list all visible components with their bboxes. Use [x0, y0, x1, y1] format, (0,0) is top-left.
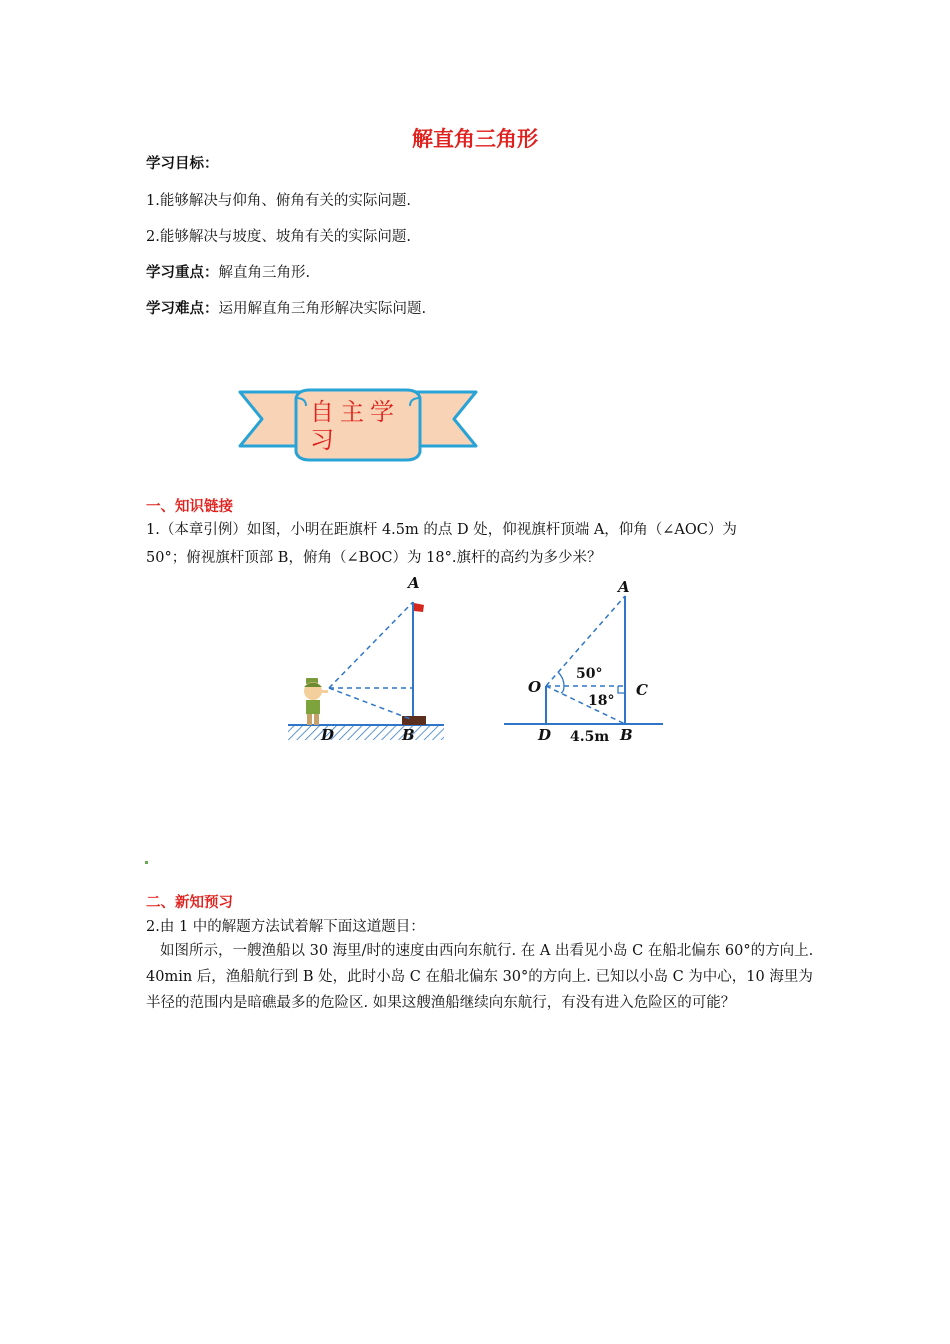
difficulty: [146, 297, 426, 318]
banner-text: 自主学习: [310, 398, 400, 454]
angle-50-label: 50°: [576, 666, 603, 682]
left-label-b: B: [402, 726, 415, 744]
difficulty-text: 运用解直角三角形解决实际问题.: [218, 301, 427, 317]
stray-mark: [145, 861, 148, 864]
key-point-text: 解直角三角形.: [218, 265, 311, 281]
left-label-d: D: [321, 726, 335, 744]
objective-item-1: 1.能够解决与仰角、俯角有关的实际问题.: [146, 193, 411, 209]
key-point-label: 学习重点：: [146, 265, 219, 281]
objectives-heading: 学习目标：: [146, 156, 219, 172]
objective-item-2: 2.能够解决与坡度、坡角有关的实际问题.: [146, 229, 411, 245]
right-label-c: C: [636, 681, 648, 699]
boy-figure: [304, 678, 328, 725]
right-label-o: O: [528, 678, 542, 696]
section1-heading: 一、知识链接: [146, 499, 233, 515]
difficulty-label: 学习难点：: [146, 301, 219, 317]
key-point: [146, 261, 310, 282]
left-label-a: A: [408, 574, 420, 592]
problem2-intro: 2.由 1 中的解题方法试着解下面这道题目：: [146, 919, 425, 935]
angle-18-label: 18°: [588, 693, 615, 709]
problem1-line2: 50°；俯视旗杆顶部 B，俯角（∠BOC）为 18°.旗杆的高约为多少米？: [146, 550, 602, 566]
geometry-diagram: [500, 574, 670, 746]
right-label-a: A: [618, 578, 630, 596]
right-label-b: B: [620, 726, 633, 744]
section2-heading: 二、新知预习: [146, 895, 233, 911]
page-title: 解直角三角形: [412, 127, 538, 151]
ground-hatch: [288, 725, 444, 740]
flag: [414, 603, 424, 612]
flagpole-scene-figure: [284, 574, 448, 746]
right-label-d: D: [538, 726, 552, 744]
distance-label: 4.5m: [570, 729, 610, 745]
problem2-text: 如图所示，一艘渔船以 30 海里/时的速度由西向东航行. 在 A 出看见小岛 C 在船北偏东 60°的方向上. 40min 后，渔船航行到 B 处，此时小岛 C 在船北偏东 30°的方向上. 已知以小岛 C 为中心，10 海里为半径的范围内是暗礁最多的危险区. 如果这艘渔船继续向东航行，有没有进入危险区的可能？: [146, 943, 814, 1011]
problem1-line1: 1.（本章引例）如图，小明在距旗杆 4.5m 的点 D 处，仰视旗杆顶端 A，仰角（∠AOC）为: [146, 522, 737, 538]
